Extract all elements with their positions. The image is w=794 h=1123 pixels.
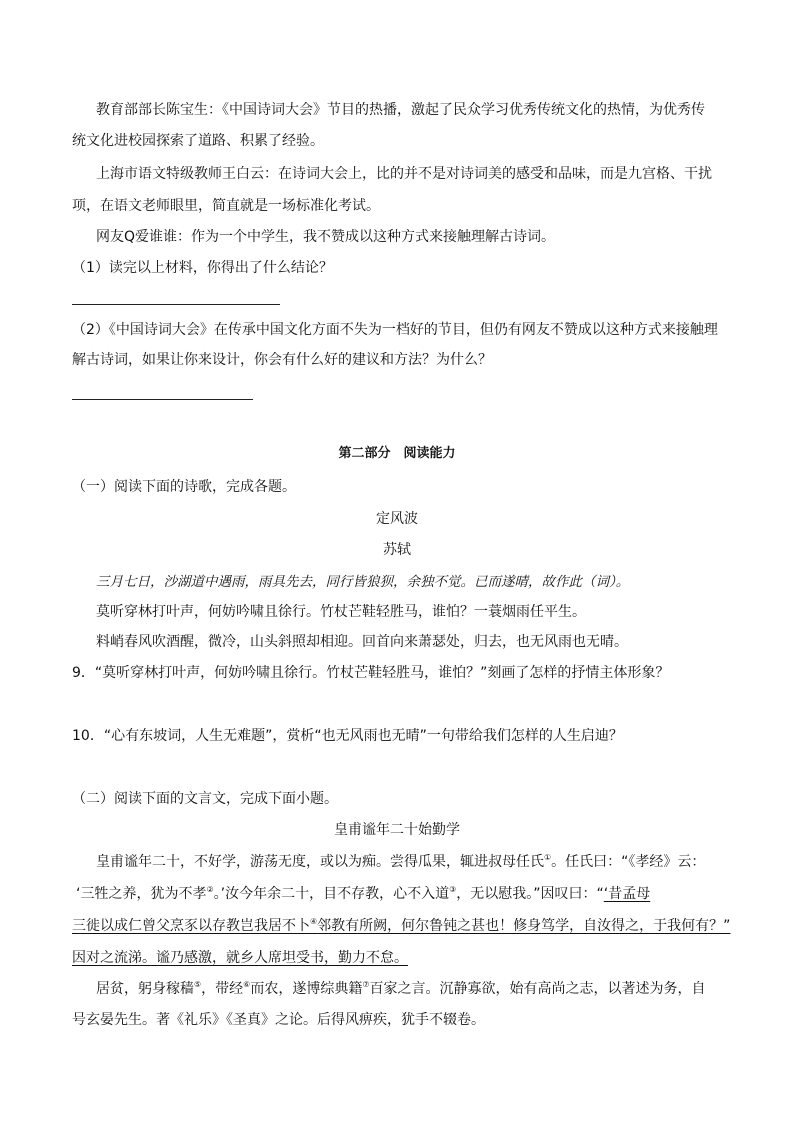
material-line-1: 教育部部长陈宝生：《中国诗词大会》节目的热播，激起了民众学习优秀传统文化的热情，为优秀传 xyxy=(96,102,705,118)
material-line-4: 项，在语文老师眼里，简直就是一场标准化考试。 xyxy=(72,198,380,214)
question-2-line-1: （2）《中国诗词大会》在传承中国文化方面不失为一档好的节目，但仍有网友不赞成以这种方式来接触理 xyxy=(72,322,718,338)
prose-title: 皇甫谧年二十始勤学 xyxy=(334,822,460,838)
part-heading: 第二部分 阅读能力 xyxy=(338,446,456,461)
answer-line-2[interactable] xyxy=(72,399,253,400)
poem-author: 苏轼 xyxy=(383,542,411,558)
note-marker: ③ xyxy=(449,885,457,894)
note-marker: ① xyxy=(544,853,552,862)
poem-preface: 三月七日，沙湖道中遇雨，雨具先去，同行皆狼狈，余独不觉。已而遂晴，故作此（词）。 xyxy=(96,574,630,590)
prose-text: 而农，遂博综典籍 xyxy=(250,981,363,997)
note-marker: ⑥ xyxy=(243,980,251,989)
prose-text: 。’汝今年余二十，目不存教，心不入道 xyxy=(213,886,450,902)
prose-text: 。任氏曰：“《孝经》云： xyxy=(551,854,706,870)
prose-text: ，带经 xyxy=(201,981,244,997)
poem-line-2: 料峭春风吹酒醒，微冷，山头斜照却相迎。回首向来萧瑟处，归去，也无风雨也无晴。 xyxy=(96,634,628,650)
prose-text: ，无以慰我。”因叹曰：“ xyxy=(456,886,604,902)
prose-text: 皇甫谧年二十，不好学，游荡无度，或以为痴。尝得瓜果，辄进叔母任氏 xyxy=(96,854,544,870)
prose-line-3 xyxy=(72,916,730,936)
material-line-3: 上海市语文特级教师王白云：在诗词大会上，比的并不是对诗词美的感受和品味，而是九宫格、干扰 xyxy=(96,166,712,182)
section-2-intro: （二）阅读下面的文言文，完成下面小题。 xyxy=(72,791,338,807)
underlined-text: 邻教有所阙，何尔鲁钝之甚也！修身笃学，自汝得之，于我何有？” xyxy=(317,918,731,934)
question-1: （1）读完以上材料，你得出了什么结论？ xyxy=(72,260,333,276)
note-marker: ④ xyxy=(310,917,318,926)
prose-text: ‘三牲之养，犹为不孝 xyxy=(76,886,207,902)
poem-line-1: 莫听穿林打叶声，何妨吟啸且徐行。竹杖芒鞋轻胜马，谁怕？一蓑烟雨任平生。 xyxy=(96,604,586,620)
material-line-2: 统文化进校园探索了道路、积累了经验。 xyxy=(72,133,324,149)
prose-line-4: 因对之流涕。谧乃感激，就乡人席坦受书，勤力不怠。 xyxy=(72,950,408,966)
question-2-line-2: 解古诗词，如果让你来设计，你会有什么好的建议和方法？为什么？ xyxy=(72,352,492,368)
section-1-intro: （一）阅读下面的诗歌，完成各题。 xyxy=(72,479,296,495)
question-10: 10．“心有东坡词，人生无难题”，赏析“也无风雨也无晴”一句带给我们怎样的人生启迪？ xyxy=(72,728,623,744)
note-marker: ⑤ xyxy=(194,980,202,989)
material-line-5: 网友Q爱谁谁：作为一个中学生，我不赞成以这种方式来接触理解古诗词。 xyxy=(96,229,556,245)
question-9: 9．“莫听穿林打叶声，何妨吟啸且徐行。竹杖芒鞋轻胜马，谁怕？”刻画了怎样的抒情主体形象？ xyxy=(72,665,670,681)
underlined-text: ‘昔孟母 xyxy=(603,886,651,902)
note-marker: ② xyxy=(206,885,214,894)
prose-line-2 xyxy=(76,884,650,904)
prose-line-1 xyxy=(96,852,705,872)
prose-line-5 xyxy=(96,979,706,999)
prose-text: 居贫，躬身稼穑 xyxy=(96,981,194,997)
answer-line-1[interactable] xyxy=(72,304,280,305)
note-marker: ⑦ xyxy=(362,980,370,989)
prose-text: 百家之言。沉静寡欲，始有高尚之志，以著述为务，自 xyxy=(369,981,706,997)
prose-line-6: 号玄晏先生。著《礼乐》《圣真》之论。后得风痹疾，犹手不辍卷。 xyxy=(72,1012,485,1028)
poem-title: 定风波 xyxy=(376,511,418,527)
underlined-text: 三徙以成仁曾父烹豕以存教岂我居不卜 xyxy=(72,918,310,934)
